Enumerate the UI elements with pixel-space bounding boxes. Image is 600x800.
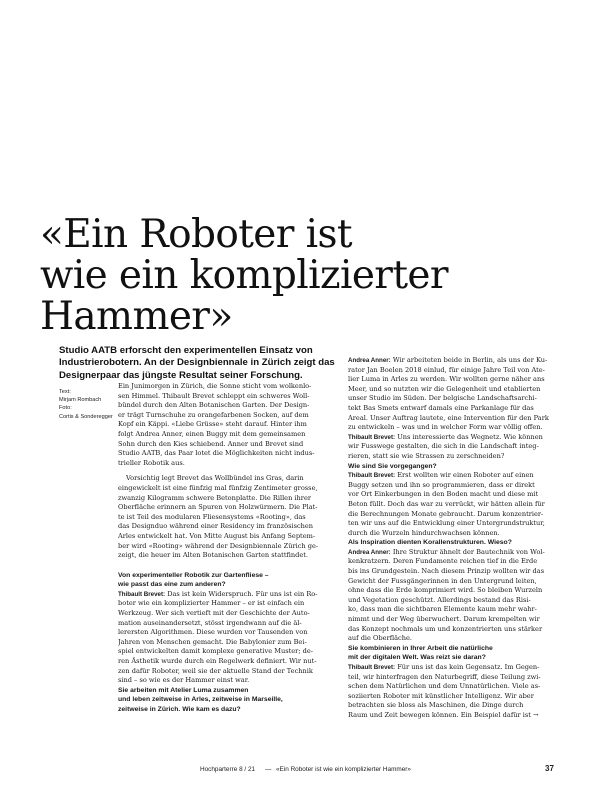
answer-line: boter wie ein komplizierter Hammer – er ist einfach ein [118,599,305,608]
interview-question [348,462,572,472]
body-line: das Designduo während einer Residency im französischen [118,522,314,531]
answer-line: rator Jan Boelen 2018 einlud, für einige Jahre Teil von Ate- [348,365,545,374]
body-paragraph [118,474,342,560]
answer-line: Meer, und so nutzten wir die Gelegenheit und etablierten [348,384,541,393]
body-column-right [348,356,572,721]
answer-line: spiel entwickelten damit komplexe generative Muster; de- [118,647,313,656]
answer-line: betrachten sie bloss als Maschinen, die Dinge durch [348,701,524,710]
publication-issue: Hochparterre 8 / 21 [200,766,256,773]
speaker-name: Andrea Anner: [348,357,391,364]
body-line: eingewickelt ist eine fünfzig mal fünfzig Zentimeter grosse, [118,483,318,492]
answer-line: Raum und Zeit bewegen können. Ein Beispiel dafür ist → [348,710,539,719]
body-line: Kopf ein Käppi. «Liebe Grüsse» steht darauf. Hinter ihm [118,420,307,429]
credit-text-author: Mirjam Rombach [59,397,102,404]
answer-line: tekt Bas Smets entwarf damals eine Parkanlage für das [348,403,534,412]
answer-line: wir Fusswege gestalten, die sich in die Landschaft integ- [348,442,539,451]
body-line: er trägt Turnschuhe zu orangefarbenen Socken, auf dem [118,410,309,419]
interview-answer [348,471,572,538]
lead-line: Industrierobotern. An der Designbiennale in Zürich zeigt das [59,357,335,369]
body-line: Ein Junimorgen in Zürich, die Sonne sticht vom wolkenlo- [118,382,312,390]
question-line: Sie arbeiten mit Atelier Luma zusammen [118,686,249,694]
interview-question [118,686,342,715]
body-line: Oberfläche erinnern an Spuren von Holzwürmern. Die Plat- [118,503,318,512]
body-line: te ist Teil des modularen Fliesensystems «Rooting», das [118,512,306,521]
question-line: Als Inspiration dienten Korallenstrukturen. Wieso? [348,539,512,547]
question-line: zeitweise in Zürich. Wie kam es dazu? [118,706,241,713]
answer-line: unser Studio im Süden. Der belgische Landschaftsarchi- [348,394,537,403]
headline-line: Hammer» [40,294,233,339]
article-lead [59,345,344,382]
credit-photo-label: Foto: [59,405,72,412]
answer-line: Wir arbeiteten beide in Berlin, als uns der Ku- [392,356,548,364]
headline-line: «Ein Roboter ist [40,212,352,257]
answer-line: ren Ästhetik wurde durch ein Regelwerk definiert. Wir nut- [118,657,317,666]
answer-line: zu entwickeln – was und in welcher Form war völlig offen. [348,423,543,432]
body-line: sen Himmel. Thibault Brevet schleppt ein schweres Woll- [118,391,310,400]
answer-line: durch die Wurzeln hindurchwachsen können. [348,528,500,537]
answer-line: mation auseinandersetzt, stösst irgendwann auf die äl- [118,618,302,627]
answer-line: Uns interessierte das Wegnetz. Wie können [397,432,543,441]
answer-line: lerersten Algorithmen. Diese wurden vor Tausenden von [118,628,308,637]
credit-photo-author: Cortis & Sonderegger [59,413,113,420]
answer-line: Werkzeug. Wer sich vertieft mit der Geschichte der Auto- [118,609,310,618]
answer-line: kenkratzern. Deren Fundamente reichen tief in die Erde [348,557,538,566]
answer-line: ko, dass man die sichtbaren Elemente kaum mehr wahr- [348,605,537,614]
answer-line: Beton füllt. Doch das war zu verrückt, wir hätten allein für [348,499,545,508]
body-line: zeigt, die heuer im Alten Botanischen Garten stattfindet. [118,551,308,560]
speaker-name: Thibault Brevet: [348,664,396,671]
answer-line: soziierten Roboter mit künstlicher Intelligenz. Wir aber [348,691,534,700]
body-line: zwanzig Kilogramm schwere Betonplatte. Die Rillen ihrer [118,493,311,502]
answer-line: ten wir uns auf die Entwicklung einer Untergrundstruktur, [348,519,545,528]
footer-separator: — [265,766,272,773]
speaker-name: Thibault Brevet: [348,433,396,441]
footer-article-title: «Ein Roboter ist wie ein komplizierter Hammer» [276,766,411,773]
page-number: 37 [545,764,554,773]
body-line: ber wird «Rooting» während der Designbiennale Zürich ge- [118,541,319,550]
question-line: Von experimenteller Robotik zur Gartenfliese – [118,571,269,579]
answer-line: Ihre Struktur ähnelt der Bautechnik von Wol- [392,547,545,556]
lead-line: Designerpaar das jüngste Resultat seiner Forschung. [59,369,303,381]
credit-text-label: Text: [59,389,71,395]
page-footer [0,763,600,779]
body-line: Sohn durch den Kies schiebend. Anner und Brevet sind [118,439,304,448]
speaker-name: Thibault Brevet: [118,590,166,598]
question-line: Wie sind Sie vorgegangen? [348,462,437,470]
speaker-name: Andrea Anner: [348,548,391,556]
body-line: Vorsichtig legt Brevet das Wollbündel ins Gras, darin [126,474,304,483]
body-line: Studio AATB, das Paar lotet die Möglichkeiten nicht indus- [118,449,315,458]
answer-line: Erst wollten wir einen Roboter auf einen [397,471,534,480]
interview-answer [348,663,572,721]
interview-question [348,644,572,663]
answer-line: auf die Oberfläche. [348,634,412,643]
body-line: bündel durch den Alten Botanischen Garten. Der Design- [118,401,310,410]
answer-line: Für uns ist das kein Gegensatz. Im Gegen- [397,663,540,671]
answer-line: die Berechnungen Monate gebraucht. Darum konzentrier- [348,509,544,518]
body-line: Arles entwickelt hat. Von Mitte August bis Anfang Septem- [118,531,316,540]
interview-answer [348,548,572,644]
interview-question [348,538,572,548]
question-line: Sie kombinieren in Ihrer Arbeit die natürliche [348,644,493,652]
interview-answer [118,590,342,686]
answer-line: Jahren von Menschen gemacht. Die Babylonier zum Bei- [118,637,307,646]
answer-line: rieren, statt sie wie Strassen zu zerschneiden? [348,451,505,460]
article-credits [59,388,119,421]
answer-line: und Vegetation geschützt. Allerdings bestand das Risi- [348,595,531,604]
answer-line: das Konzept nochmals um und konzentrierten uns stärker [348,624,543,633]
answer-line: bis ins Grundgestein. Nach diesem Prinzip wollten wir das [348,567,545,576]
answer-line: nimmt und der Weg überwuchert. Darum krempelten wir [348,615,540,624]
lead-line: Studio AATB erforscht den experimentellen Einsatz von [59,345,313,356]
answer-line: zen dafür Roboter, weil sie der aktuelle Stand der Technik [118,666,313,675]
headline-line: wie ein komplizierter [40,253,448,298]
article-headline [40,214,560,337]
answer-line: ohne dass die Erde komprimiert wird. So bleiben Wurzeln [348,586,543,595]
answer-line: Areal. Unser Auftrag lautete, eine Intervention für den Park [348,413,549,422]
body-line: trieller Robotik aus. [118,458,185,467]
answer-line: Das ist kein Widerspruch. Für uns ist ein Ro- [167,589,318,598]
body-paragraph [118,382,342,468]
body-line: folgt Andrea Anner, einen Buggy mit dem gemeinsamen [118,429,306,438]
answer-line: Buggy setzen und ihn so programmieren, dass er direkt [348,480,535,489]
body-column-left [118,382,342,715]
interview-answer [348,433,572,462]
answer-line: lier Luma in Arles zu werden. Wir wollten gerne näher ans [348,375,545,384]
answer-line: teil, wir hinterfragen den Naturbegriff, diese Teilung zwi- [348,672,541,681]
question-line: wie passt das eine zum anderen? [118,581,226,589]
interview-question [118,571,342,590]
question-line: und leben zeitweise in Arles, zeitweise in Marseille, [118,696,283,704]
speaker-name: Thibault Brevet: [348,472,396,480]
question-line: mit der digitalen Welt. Was reizt sie daran? [348,654,486,662]
answer-line: sind – so wie es der Hammer einst war. [118,676,250,685]
answer-line: schen dem Natürlichen und dem Unnatürlichen. Viele as- [348,682,541,691]
interview-answer [348,356,572,433]
answer-line: vor Ort Einkerbungen in den Boden macht und diese mit [348,490,539,499]
answer-line: Gewicht der Fussgängerinnen in den Untergrund leiten, [348,576,537,585]
